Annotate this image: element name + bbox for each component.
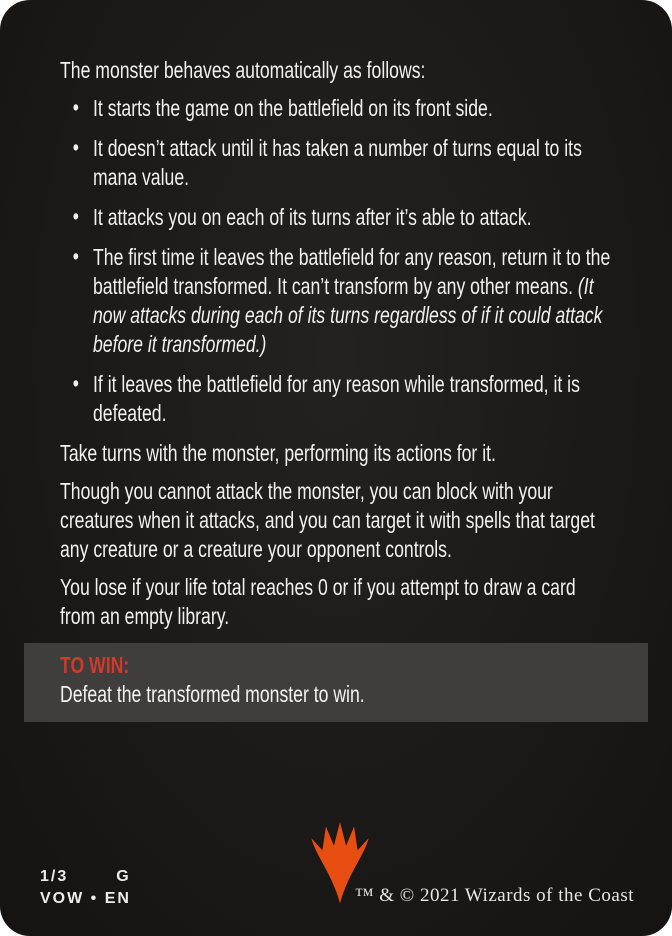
paragraph-lose-condition: You lose if your life total reaches 0 or if you attempt to draw a card from an empty library. [60,574,576,629]
rarity-indicator: G [116,868,129,885]
bullet-text: The first time it leaves the battlefield for any reason, return it to the battlefield transformed. It can’t transform by any other means. [93,244,611,299]
set-code: VOW • EN [40,890,131,907]
reminder-text: (It now attacks during each of its turns regardless of if it could attack before it transformed.) [93,273,603,357]
bullet-text: It attacks you on each of its turns after it’s able to attack. [93,204,532,230]
bullet-text: It doesn’t attack until it has taken a number of turns equal to its mana value. [93,135,582,190]
collector-info [40,866,131,910]
bullet-icon: • [72,203,79,229]
bullet-icon: • [72,94,79,120]
paragraph-take-turns: Take turns with the monster, performing its actions for it. [60,440,496,466]
paragraph-block-rules: Though you cannot attack the monster, you can block with your creatures when it attacks, and you can target it with spells that target any creature or a creature your opponent controls. [60,478,595,562]
rules-bullet-item [60,94,612,123]
bullet-icon: • [72,243,79,269]
rules-list [60,94,612,428]
card-number: 1/3 [40,868,69,885]
intro-text: The monster behaves automatically as follows: [60,57,426,83]
rules-bullet-item [60,134,612,192]
win-label: TO WIN: [60,652,130,678]
win-condition-box [24,643,648,722]
bullet-icon: • [72,134,79,160]
rules-bullet-item [60,243,612,359]
rules-bullet-item [60,203,612,232]
win-text: Defeat the transformed monster to win. [60,681,365,707]
bullet-text: If it leaves the battlefield for any reason while transformed, it is defeated. [93,371,580,426]
rules-bullet-item [60,370,612,428]
copyright-line: ™ & © 2021 Wizards of the Coast [354,885,634,906]
bullet-icon: • [72,370,79,396]
bullet-text: It starts the game on the battlefield on its front side. [93,95,493,121]
